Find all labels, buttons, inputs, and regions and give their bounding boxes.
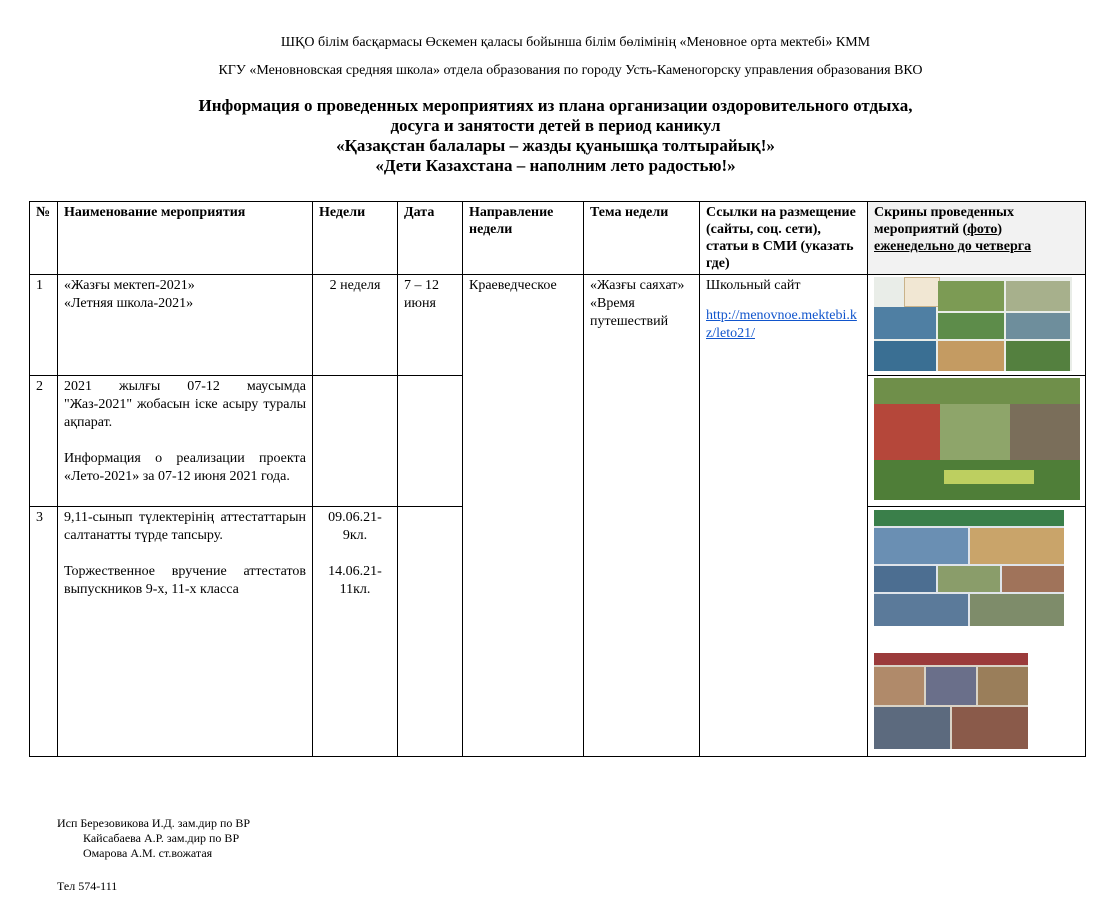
col-header-date: Дата: [398, 202, 463, 275]
executor-3: Омарова А.М. ст.вожатая: [83, 846, 213, 860]
table-header-row: [30, 202, 1086, 275]
row3-screenshots: [868, 507, 1086, 757]
col-header-num: №: [30, 202, 58, 275]
col-header-links: Ссылки на размещение (сайты, соц. сети), статьи в СМИ (указать где): [700, 202, 868, 275]
row2-screenshots: [868, 376, 1086, 507]
links-label: Школьный сайт: [706, 278, 801, 293]
col-header-name: Наименование мероприятия: [58, 202, 313, 275]
document-title: [0, 96, 1111, 176]
row3-date: [398, 507, 463, 757]
row1-name-ru: «Летняя школа-2021»: [64, 296, 194, 311]
row1-date: 7 – 12 июня: [398, 275, 463, 376]
row2-num: 2: [30, 376, 58, 507]
theme-cell: [584, 275, 700, 757]
shots-header-text: Скрины проведенных мероприятий (: [874, 205, 1014, 237]
row3-weeks-11: 14.06.21-11кл.: [328, 564, 382, 597]
row2-weeks: [313, 376, 398, 507]
links-cell: [700, 275, 868, 757]
col-header-screenshots: [868, 202, 1086, 275]
photo-collage-row3-bottom: [874, 653, 1028, 749]
shots-header-photo: фото: [967, 222, 998, 237]
photo-collage-row3-top: [874, 510, 1064, 626]
row3-weeks: [313, 507, 398, 757]
row3-name-ru: Торжественное вручение аттестатов выпускников 9-х, 11-х класса: [64, 564, 306, 597]
row3-name: [58, 507, 313, 757]
school-site-link[interactable]: http://menovnoe.mektebi.kz/leto21/: [706, 308, 857, 341]
title-line-2: досуга и занятости детей в период каникул: [390, 116, 721, 135]
row1-name: [58, 275, 313, 376]
row1-num: 1: [30, 275, 58, 376]
footer-phone: Тел 574-111: [57, 879, 118, 893]
footer-executors: [57, 816, 250, 861]
shots-header-deadline: еженедельно до четверга: [874, 239, 1032, 254]
direction-cell: Краеведческое: [463, 275, 584, 757]
row2-date: [398, 376, 463, 507]
row2-name-kz: 2021 жылғы 07-12 маусымда "Жаз-2021" жобасын іске асыру туралы ақпарат.: [64, 379, 306, 430]
shots-header-paren: ): [997, 222, 1003, 237]
row2-name: [58, 376, 313, 507]
row1-screenshots: [868, 275, 1086, 376]
row1-name-kz: «Жазғы мектеп-2021»: [64, 278, 195, 293]
executor-2: Кайсабаева А.Р. зам.дир по ВР: [83, 831, 240, 845]
row2-name-ru: Информация о реализации проекта «Лето-2021» за 07-12 июня 2021 года.: [64, 451, 306, 484]
header-line-ru: КГУ «Меновновская средняя школа» отдела образования по городу Усть-Каменогорску управления образования ВКО: [218, 63, 923, 78]
theme-ru: «Время путешествий: [590, 296, 669, 329]
executor-1: Исп Березовикова И.Д. зам.дир по ВР: [57, 816, 251, 830]
col-header-weeks: Недели: [313, 202, 398, 275]
theme-kz: «Жазғы саяхат»: [590, 278, 685, 293]
row3-weeks-9: 09.06.21-9кл.: [328, 510, 382, 543]
title-line-1: Информация о проведенных мероприятиях из плана организации оздоровительного отдыха,: [198, 96, 913, 115]
title-line-3: «Қазақстан балалары – жазды қуанышқа толтырайық!»: [336, 136, 775, 155]
table-row: [30, 275, 1086, 376]
photo-collage-row1: [874, 277, 1072, 371]
header-line-kz: ШҚО білім басқармасы Өскемен қаласы бойынша білім бөлімінің «Меновное орта мектебі» КММ: [280, 35, 871, 50]
col-header-direction: Направление недели: [463, 202, 584, 275]
events-table: [29, 201, 1086, 757]
col-header-theme: Тема недели: [584, 202, 700, 275]
title-line-4: «Дети Казахстана – наполним лето радостью!»: [375, 156, 736, 175]
row3-name-kz: 9,11-сынып түлектерінің аттестаттарын салтанатты түрде тапсыру.: [64, 510, 306, 543]
row1-weeks: 2 неделя: [313, 275, 398, 376]
row3-num: 3: [30, 507, 58, 757]
photo-collage-row2: [874, 378, 1080, 500]
